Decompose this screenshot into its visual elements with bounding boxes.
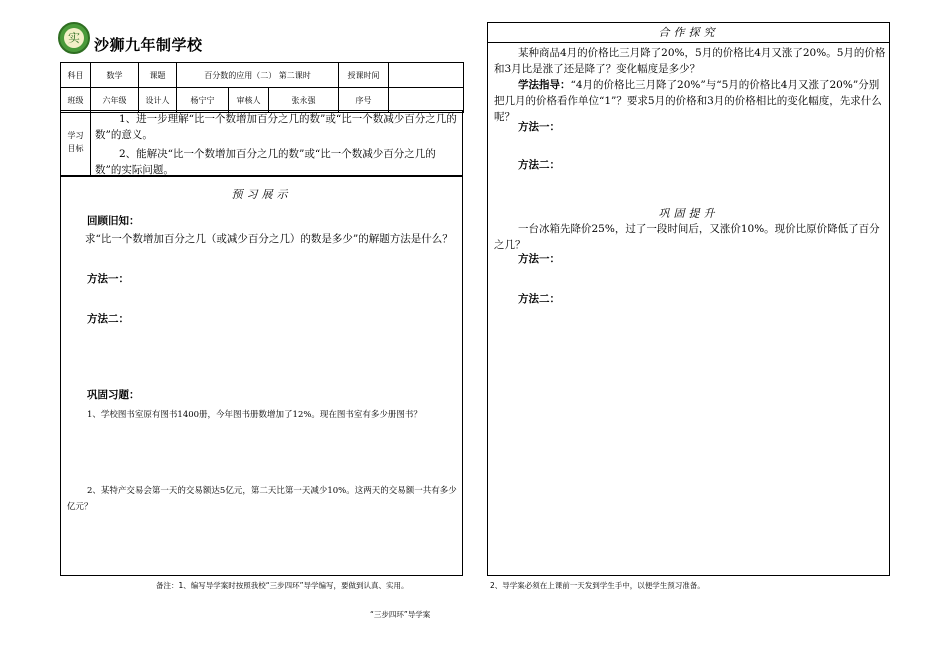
table-cell: 张永强 [269, 88, 339, 113]
goals-label: 学习 [67, 131, 84, 140]
section-title: 预习展示 [231, 188, 292, 201]
table-row [61, 88, 464, 113]
goal-item-2: 2、能解决“比一个数增加百分之几的数”或“比一个数减少百分之几的数”的实际问题。 [95, 148, 436, 176]
table-cell: 六年级 [91, 88, 139, 113]
method-one-label: 方法一： [518, 253, 560, 265]
guide-text: “4月的价格比三月降了20%”与“5月的价格比4月又涨了20%”分别把几月的价格看作单位“1”？要求5月的价格和3月的价格相比的变化幅度，先求什么呢？ [494, 79, 882, 123]
table-cell: 数学 [91, 63, 139, 88]
table-cell: 课题 [139, 63, 177, 88]
method-two-label: 方法二： [518, 159, 560, 171]
goals-label: 目标 [67, 144, 84, 153]
table-cell: 审核人 [229, 88, 269, 113]
table-row [61, 63, 464, 88]
table-cell: 授课时间 [339, 63, 389, 88]
method-one-label: 方法一： [518, 121, 560, 133]
cooperate-problem: 某种商品4月的价格比三月降了20%，5月的价格比4月又涨了20%。5月的价格和3月比是涨了还是降了？变化幅度是多少？ [494, 47, 886, 75]
table-cell: 百分数的应用（二） 第二课时 [177, 63, 339, 88]
school-name: 沙狮九年制学校 [94, 36, 203, 54]
practice-question-1: 1、学校图书室原有图书1400册，今年图书册数增加了12%。现在图书室有多少册图书？ [87, 410, 422, 420]
review-heading: 回顾旧知： [87, 215, 140, 227]
table-cell: 班级 [61, 88, 91, 113]
footer-note-left: 备注：1、编写导学案时按照我校“三步四环”导学编写，要做到认真、实用。 [156, 581, 409, 590]
method-one-label: 方法一： [87, 273, 129, 285]
practice-heading: 巩固习题： [87, 389, 140, 401]
right-panel [487, 22, 890, 576]
practice-question-2: 2、某特产交易会第一天的交易额达5亿元，第二天比第一天减少10%。这两天的交易额一共有多少亿元？ [67, 486, 457, 512]
method-two-label: 方法二： [87, 313, 129, 325]
section-title: 巩固提升 [658, 207, 719, 220]
logo-mark: 实 [64, 28, 84, 48]
table-cell: 设计人 [139, 88, 177, 113]
review-question: 求“比一个数增加百分之几（或减少百分之几）的数是多少”的解题方法是什么？ [85, 233, 453, 245]
goal-item-1: 1、进一步理解“比一个数增加百分之几的数”或“比一个数减少百分之几的数”的意义。 [95, 113, 457, 141]
learning-guide [494, 77, 886, 125]
footer-title: “三步四环”导学案 [370, 610, 431, 619]
section-title: 合作探究 [658, 26, 719, 39]
lesson-info-table [60, 62, 464, 113]
table-cell [389, 88, 464, 113]
table-cell: 杨宁宁 [177, 88, 229, 113]
table-cell: 序号 [339, 88, 389, 113]
table-cell: 科目 [61, 63, 91, 88]
consolidate-problem: 一台冰箱先降价25%，过了一段时间后，又涨价10%。现价比原价降低了百分之几？ [494, 223, 880, 251]
cooperate-title-bar [488, 23, 889, 43]
preview-panel [60, 176, 463, 576]
table-cell [389, 63, 464, 88]
goals-label-cell [61, 111, 91, 175]
method-two-label: 方法二： [518, 293, 560, 305]
school-logo [58, 22, 90, 54]
learning-goals [60, 110, 463, 176]
footer-note-right: 2、导学案必须在上课前一天发到学生手中，以便学生预习准备。 [490, 581, 705, 590]
guide-label: 学法指导： [518, 79, 571, 91]
